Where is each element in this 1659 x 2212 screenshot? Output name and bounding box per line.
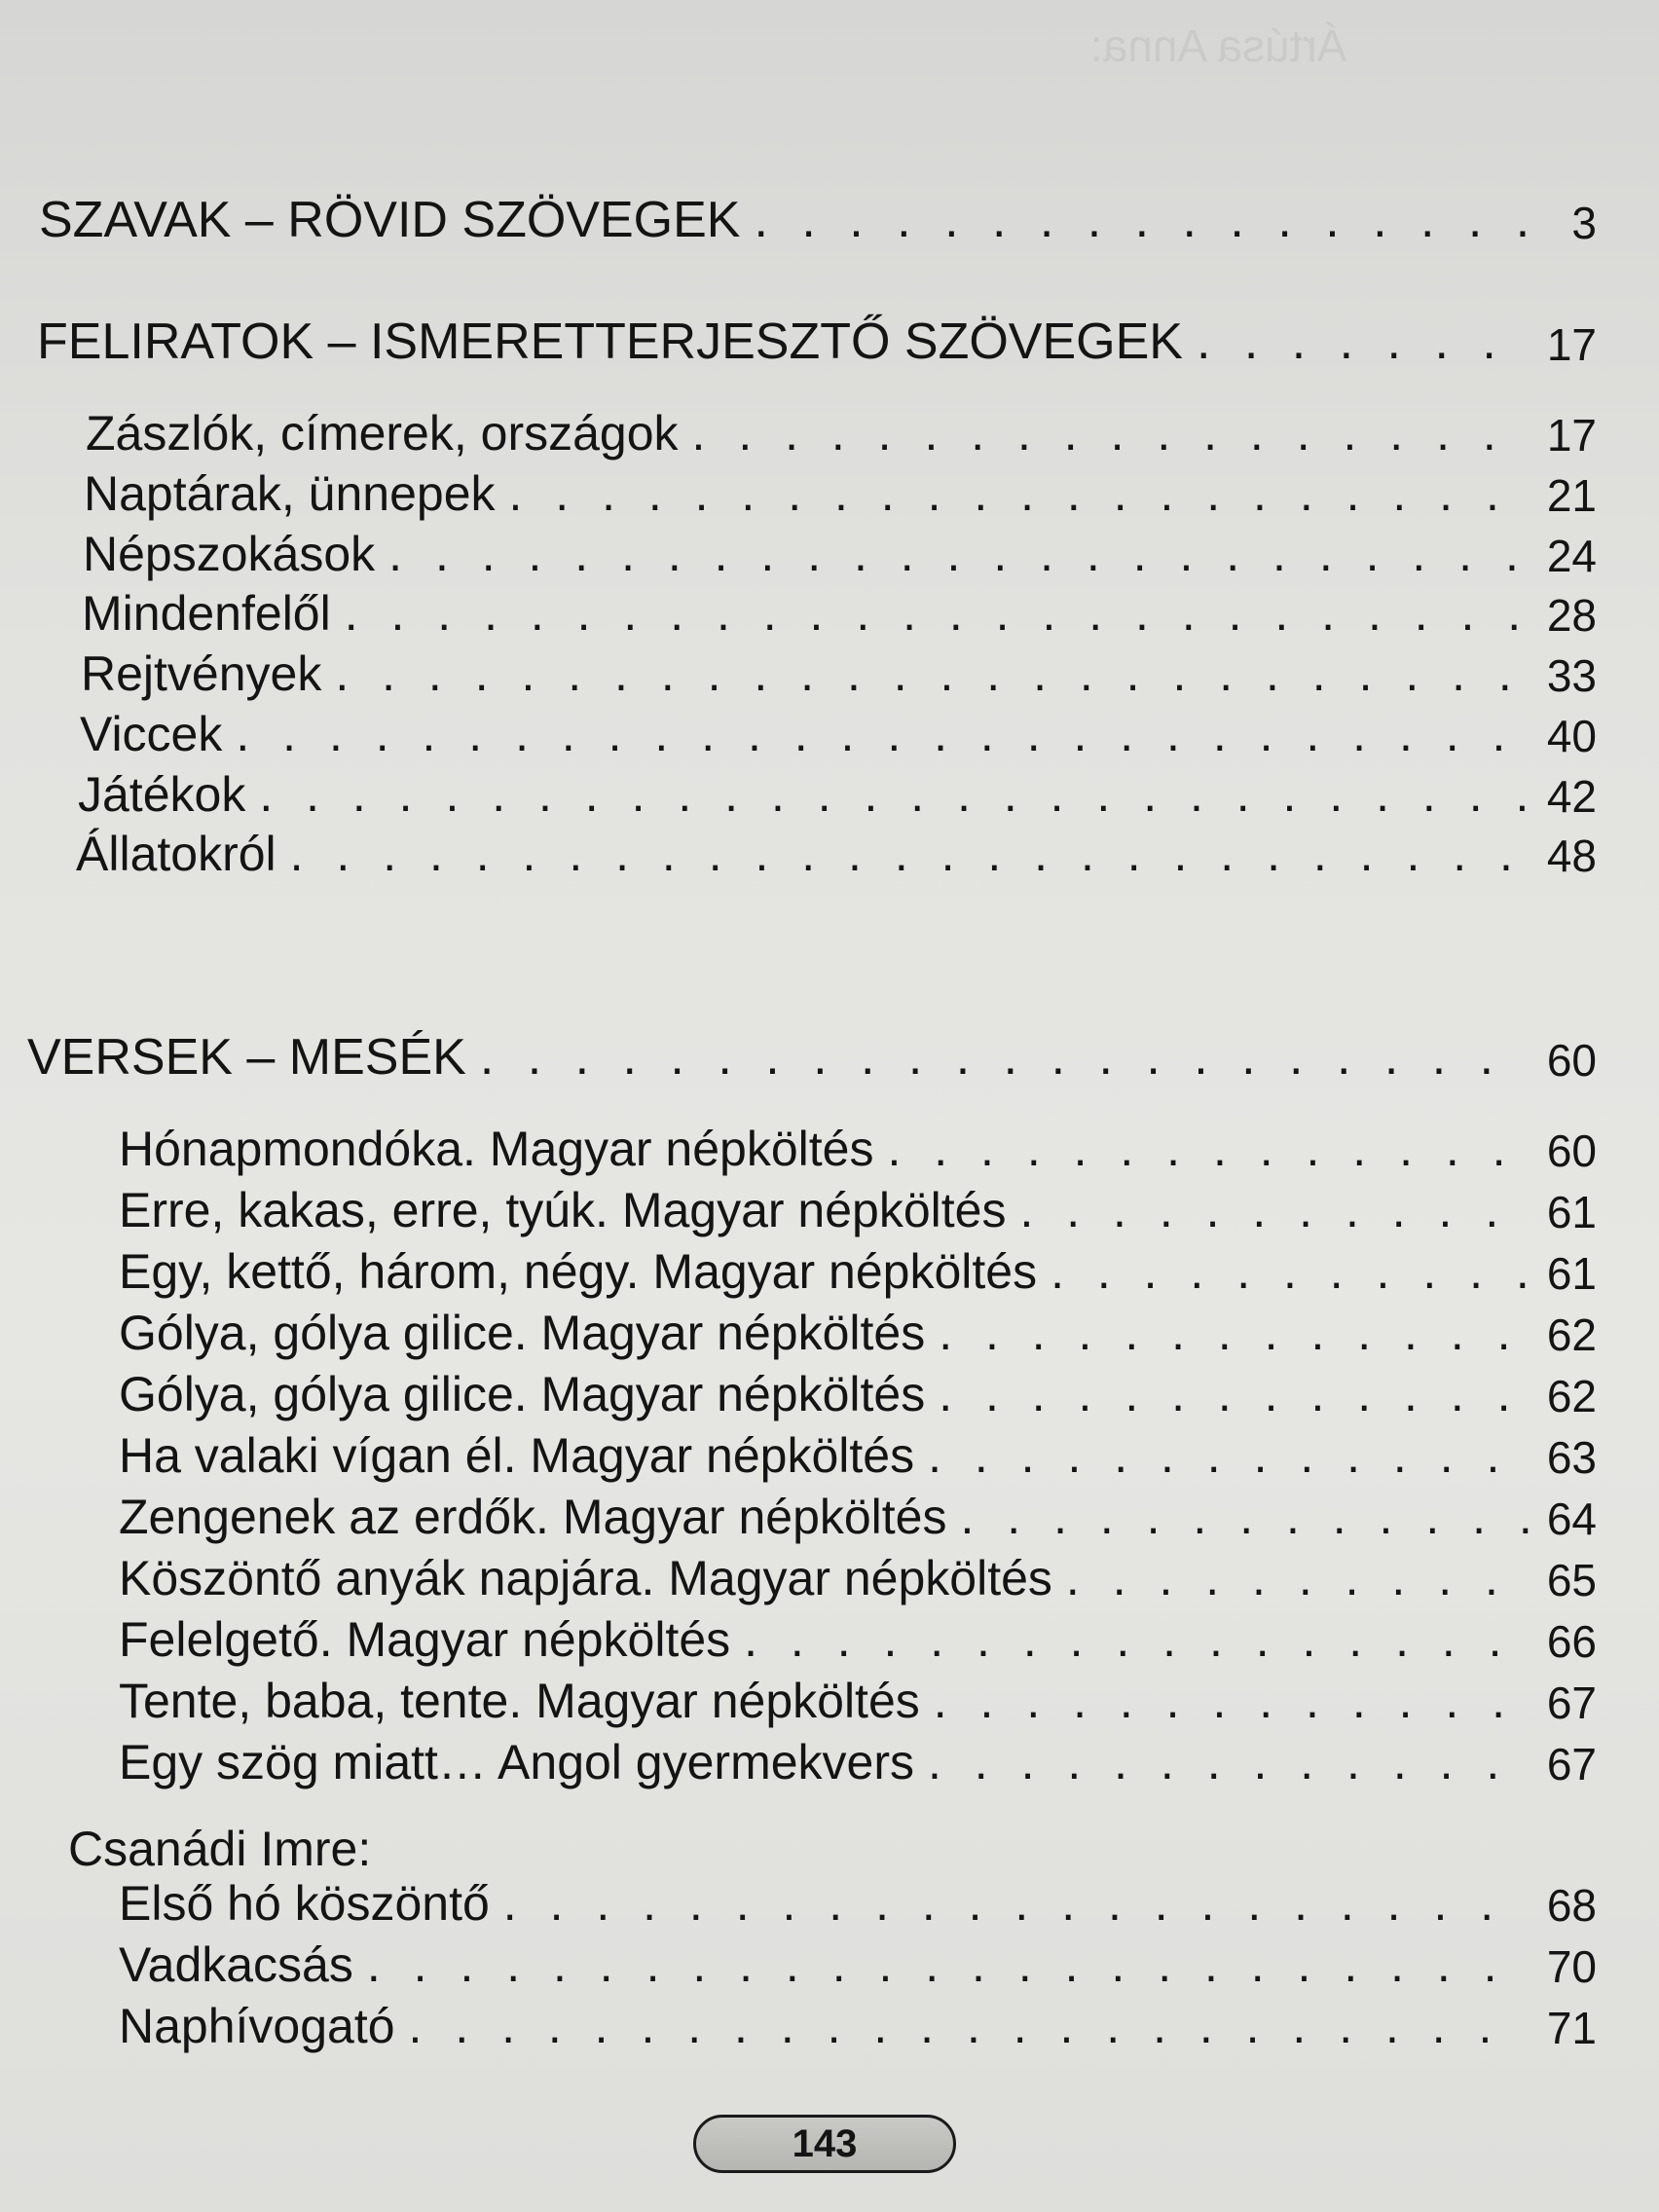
page-ref: 66 bbox=[1546, 1616, 1597, 1667]
entry-title: Zengenek az erdők. Magyar népköltés bbox=[119, 1490, 947, 1544]
page-ref: 24 bbox=[1546, 531, 1597, 581]
entry-title: Első hó köszöntő bbox=[119, 1876, 490, 1931]
page-ref: 62 bbox=[1546, 1371, 1597, 1421]
leader-dots bbox=[679, 409, 1529, 458]
page-ref: 17 bbox=[1546, 410, 1597, 461]
toc-entry bbox=[84, 466, 1597, 521]
section-title: FELIRATOK – ISMERETTERJESZTŐ SZÖVEGEK bbox=[37, 313, 1183, 370]
leader-dots bbox=[730, 1615, 1529, 1664]
entry-title: Erre, kakas, erre, tyúk. Magyar népköltés bbox=[119, 1183, 1007, 1237]
toc-entry bbox=[119, 1735, 1597, 1789]
entry-title: Rejtvények bbox=[81, 646, 322, 701]
entry-title: Naptárak, ünnepek bbox=[84, 466, 496, 521]
entry-title: Vadkacsás bbox=[119, 1937, 353, 1992]
page-number: 143 bbox=[792, 2121, 858, 2165]
toc-entry-section bbox=[27, 1029, 1597, 1086]
leader-dots bbox=[1037, 1247, 1529, 1296]
entry-title: Játékok bbox=[78, 767, 246, 822]
page-ref: 21 bbox=[1546, 470, 1597, 521]
page-ref: 28 bbox=[1546, 590, 1597, 641]
entry-title: Ha valaki vígan él. Magyar népköltés bbox=[119, 1428, 915, 1483]
toc-entry bbox=[119, 1428, 1597, 1483]
entry-title: Gólya, gólya gilice. Magyar népköltés bbox=[119, 1306, 926, 1360]
toc-entry-section bbox=[37, 313, 1597, 370]
page-ref: 67 bbox=[1546, 1739, 1597, 1789]
page-ref: 60 bbox=[1546, 1035, 1597, 1086]
toc-entry bbox=[119, 1674, 1597, 1728]
section-title: SZAVAK – RÖVID SZÖVEGEK bbox=[39, 192, 741, 248]
toc-entry bbox=[76, 827, 1597, 881]
leader-dots bbox=[925, 1370, 1529, 1419]
show-through-text: Ártúsa Anna: bbox=[1090, 20, 1347, 71]
leader-dots bbox=[496, 469, 1529, 518]
entry-title: Felelgető. Magyar népköltés bbox=[119, 1612, 731, 1667]
page-ref: 48 bbox=[1546, 830, 1597, 881]
leader-dots bbox=[321, 649, 1529, 698]
leader-dots bbox=[947, 1493, 1530, 1541]
entry-title: Egy szög miatt… Angol gyermekvers bbox=[119, 1735, 914, 1789]
leader-dots bbox=[353, 1940, 1529, 1989]
leader-dots bbox=[375, 530, 1529, 578]
leader-dots bbox=[914, 1431, 1529, 1480]
page-ref: 60 bbox=[1546, 1125, 1597, 1176]
entry-title: Viccek bbox=[80, 707, 223, 761]
leader-dots bbox=[1052, 1554, 1529, 1603]
leader-dots bbox=[1183, 316, 1529, 367]
entry-title: Állatokról bbox=[76, 827, 276, 881]
leader-dots bbox=[740, 195, 1529, 245]
page-ref: 17 bbox=[1546, 319, 1597, 370]
toc-entry bbox=[119, 1122, 1597, 1176]
page-ref: 61 bbox=[1546, 1187, 1597, 1237]
page-ref: 42 bbox=[1546, 771, 1597, 822]
leader-dots bbox=[490, 1879, 1529, 1928]
entry-title: Zászlók, címerek, országok bbox=[86, 406, 679, 461]
page-ref: 40 bbox=[1546, 711, 1597, 761]
toc-entry bbox=[80, 707, 1597, 761]
toc-entry bbox=[119, 1367, 1597, 1421]
entry-title: Egy, kettő, három, négy. Magyar népköltés bbox=[119, 1244, 1038, 1299]
entry-title: Mindenfelől bbox=[82, 586, 331, 641]
toc-entry bbox=[119, 1490, 1597, 1544]
leader-dots bbox=[331, 589, 1529, 638]
toc-entry bbox=[119, 1306, 1597, 1360]
toc-entry bbox=[119, 1612, 1597, 1667]
section-title: VERSEK – MESÉK bbox=[27, 1029, 466, 1086]
toc-entry bbox=[119, 1937, 1597, 1992]
toc-entry bbox=[83, 527, 1597, 581]
toc-entry bbox=[82, 586, 1597, 641]
toc-entry bbox=[81, 646, 1597, 701]
toc-entry bbox=[119, 1999, 1597, 2053]
toc-entry-section bbox=[39, 192, 1597, 248]
page-ref: 61 bbox=[1546, 1248, 1597, 1299]
page-ref: 65 bbox=[1546, 1555, 1597, 1605]
entry-title: Gólya, gólya gilice. Magyar népköltés bbox=[119, 1367, 926, 1421]
leader-dots bbox=[873, 1124, 1529, 1173]
leader-dots bbox=[925, 1309, 1529, 1357]
page-ref: 3 bbox=[1571, 198, 1597, 248]
page-ref: 71 bbox=[1546, 2003, 1597, 2053]
page-ref: 63 bbox=[1546, 1432, 1597, 1483]
entry-title: Tente, baba, tente. Magyar népköltés bbox=[119, 1674, 920, 1728]
toc-entry bbox=[78, 767, 1597, 822]
author-heading: Csanádi Imre: bbox=[68, 1822, 372, 1876]
leader-dots bbox=[1006, 1186, 1529, 1235]
page-ref: 67 bbox=[1546, 1677, 1597, 1728]
leader-dots bbox=[466, 1032, 1529, 1083]
leader-dots bbox=[276, 830, 1529, 878]
entry-title: Hónapmondóka. Magyar népköltés bbox=[119, 1122, 874, 1176]
page-ref: 62 bbox=[1546, 1309, 1597, 1360]
toc-entry bbox=[119, 1551, 1597, 1605]
entry-title: Naphívogató bbox=[119, 1999, 395, 2053]
toc-entry bbox=[119, 1183, 1597, 1237]
page-ref: 33 bbox=[1546, 650, 1597, 701]
entry-title: Köszöntő anyák napjára. Magyar népköltés bbox=[119, 1551, 1052, 1605]
page-ref: 68 bbox=[1546, 1880, 1597, 1931]
page-number-badge bbox=[693, 2115, 956, 2173]
leader-dots bbox=[245, 770, 1529, 819]
page-ref: 70 bbox=[1546, 1941, 1597, 1992]
toc-entry bbox=[119, 1876, 1597, 1931]
toc-entry bbox=[86, 406, 1597, 461]
leader-dots bbox=[395, 2002, 1529, 2050]
leader-dots bbox=[222, 710, 1529, 758]
leader-dots bbox=[914, 1738, 1529, 1787]
toc-entry bbox=[119, 1244, 1597, 1299]
page-ref: 64 bbox=[1546, 1493, 1597, 1544]
leader-dots bbox=[920, 1677, 1529, 1725]
entry-title: Népszokások bbox=[83, 527, 376, 581]
